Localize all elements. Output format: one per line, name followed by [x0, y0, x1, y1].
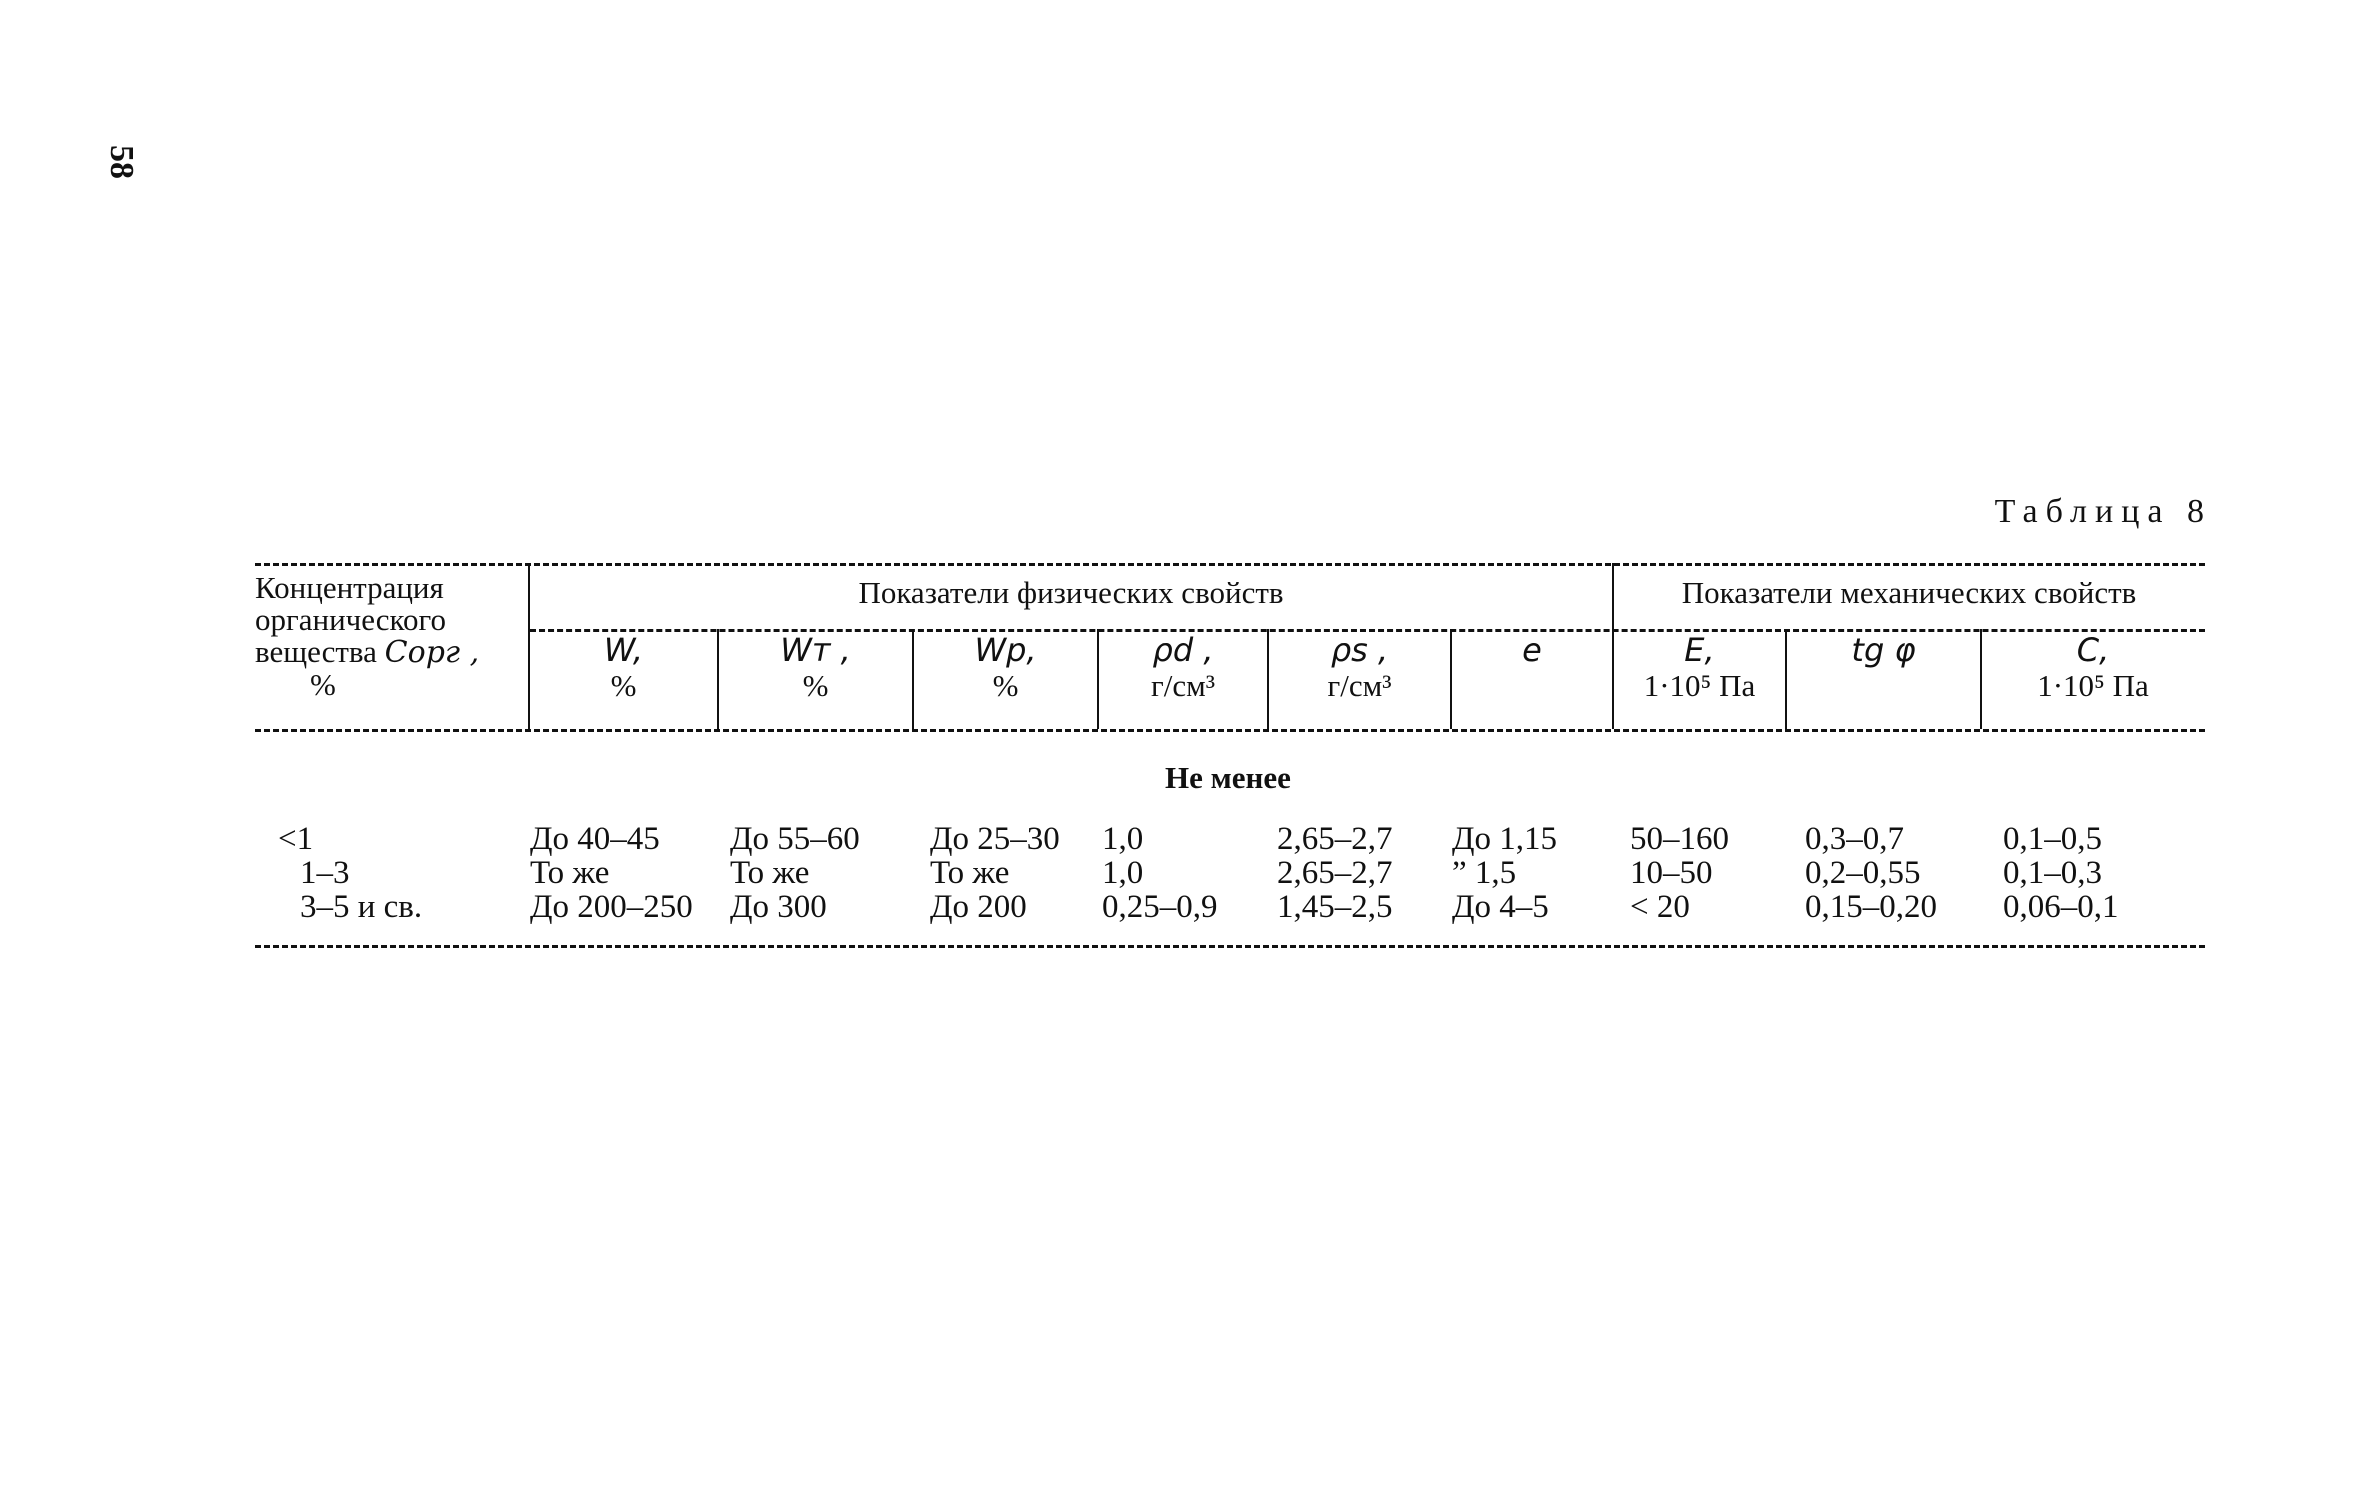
column-header-cohesion: C, 1·10⁵ Па — [2037, 631, 2149, 703]
column-header-w: W, % — [603, 631, 644, 703]
table-cell: До 25–30 — [930, 821, 1060, 857]
page-number: 58 — [103, 145, 140, 179]
column-header-tg-phi: tg φ — [1851, 631, 1916, 669]
column-header-e: e — [1522, 631, 1542, 669]
min-label: Не менее — [1165, 760, 1291, 795]
mechanical-properties-header: Показатели механических свойств — [1681, 575, 2137, 610]
concentration-header — [255, 572, 525, 701]
table-cell: <1 — [278, 821, 314, 857]
table-cell: 0,1–0,3 — [2003, 855, 2102, 891]
table-cell: 0,06–0,1 — [2003, 889, 2119, 925]
table-cell: То же — [930, 855, 1010, 891]
table-cell: То же — [530, 855, 610, 891]
table-row — [0, 890, 2362, 924]
table-cell: 2,65–2,7 — [1277, 855, 1393, 891]
table-bottom-rule — [255, 945, 2205, 948]
table-cell: 2,65–2,7 — [1277, 821, 1393, 857]
physical-properties-header: Показатели физических свойств — [858, 575, 1284, 610]
table-row — [0, 856, 2362, 890]
concentration-unit: % — [310, 667, 336, 702]
table-cell: 50–160 — [1630, 821, 1729, 857]
header-bottom-rule — [255, 729, 2205, 732]
table-cell: ” 1,5 — [1452, 855, 1517, 891]
column-header-wp: Wp, % — [974, 631, 1037, 703]
table-cell: 0,25–0,9 — [1102, 889, 1218, 925]
table-cell: 1–3 — [300, 855, 350, 891]
table-cell: До 40–45 — [530, 821, 660, 857]
concentration-header-line: Концентрация — [255, 570, 444, 605]
table-cell: < 20 — [1630, 889, 1690, 925]
table-cell: До 300 — [730, 889, 827, 925]
table-cell: 3–5 и св. — [300, 889, 423, 925]
table-cell: 10–50 — [1630, 855, 1713, 891]
table-cell: 0,2–0,55 — [1805, 855, 1921, 891]
table-cell: До 200–250 — [530, 889, 693, 925]
table-cell: 1,0 — [1102, 821, 1144, 857]
column-header-modulus: E, 1·10⁵ Па — [1643, 631, 1756, 703]
table-cell: 0,1–0,5 — [2003, 821, 2102, 857]
table-cell: До 200 — [930, 889, 1027, 925]
table-cell: То же — [730, 855, 810, 891]
concentration-symbol: Cорг , — [384, 635, 480, 670]
table-cell: До 1,15 — [1452, 821, 1558, 857]
table-title: Таблица 8 — [1994, 493, 2212, 530]
table-cell: 0,3–0,7 — [1805, 821, 1904, 857]
table-top-rule — [255, 563, 2205, 566]
table-cell: 1,0 — [1102, 855, 1144, 891]
table-cell: 1,45–2,5 — [1277, 889, 1393, 925]
table-cell: 0,15–0,20 — [1805, 889, 1937, 925]
column-header-rho-s: ρs , г/см³ — [1327, 631, 1392, 703]
concentration-header-line: вещества Cорг , — [255, 634, 480, 670]
table-row — [0, 822, 2362, 856]
table-cell: До 4–5 — [1452, 889, 1549, 925]
column-header-rho-d: ρd , г/см³ — [1151, 631, 1215, 703]
concentration-header-line: органического — [255, 602, 446, 637]
column-header-wt: Wт , % — [780, 631, 851, 703]
table-cell: До 55–60 — [730, 821, 860, 857]
